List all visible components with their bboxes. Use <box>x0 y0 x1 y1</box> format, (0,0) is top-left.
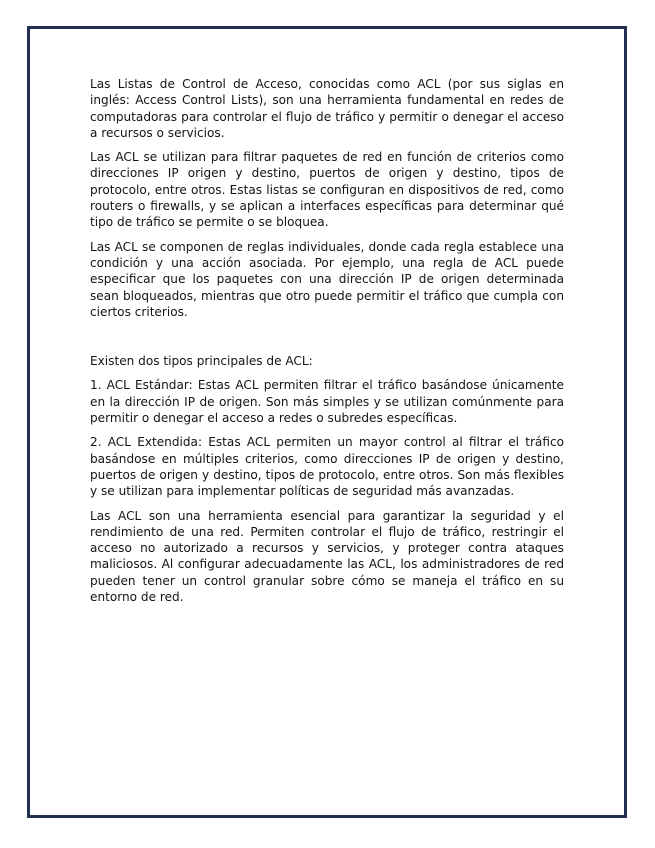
paragraph-extended-acl: 2. ACL Extendida: Estas ACL permiten un mayor control al filtrar el tráfico basándose en múltiples criterios, como direcciones IP de origen y destino, puertos de origen y destino, tipos de protocolo, entre otros. Son más flexibles y se utilizan para implementar políticas de seguridad más avanzadas. <box>90 435 564 499</box>
paragraph-usage: Las ACL se utilizan para filtrar paquetes de red en función de criterios como direcciones IP origen y destino, puertos de origen y destino, tipos de protocolo, entre otros. Estas listas se configuran en dispositivos de red, como routers o firewalls, y se aplican a interfaces específicas para determinar qué tipo de tráfico se permite o se bloquea. <box>90 150 564 230</box>
paragraph-types-heading: Existen dos tipos principales de ACL: <box>90 354 313 369</box>
paragraph-conclusion: Las ACL son una herramienta esencial para garantizar la seguridad y el rendimiento de una red. Permiten controlar el flujo de tráfico, restringir el acceso no autorizado a recursos y servicios, y proteger contra ataques maliciosos. Al configurar adecuadamente las ACL, los administradores de red pueden tener un control granular sobre cómo se maneja el tráfico en su entorno de red. <box>90 508 564 605</box>
paragraph-rules: Las ACL se componen de reglas individuales, donde cada regla establece una condición y una acción asociada. Por ejemplo, una regla de ACL puede especificar que los paquetes con una dirección IP de origen determinada sean bloqueados, mientras que otro puede permitir el tráfico que cumpla con ciertos criterios. <box>90 239 564 319</box>
paragraph-standard-acl: 1. ACL Estándar: Estas ACL permiten filtrar el tráfico basándose únicamente en la dirección IP de origen. Son más simples y se utilizan comúnmente para permitir o denegar el acceso a redes o subredes específicas. <box>90 378 564 426</box>
document-body <box>90 76 564 613</box>
paragraph-intro: Las Listas de Control de Acceso, conocidas como ACL (por sus siglas en inglés: Access Control Lists), son una herramienta fundamental en redes de computadoras para controlar el flujo de tráfico y permitir o denegar el acceso a recursos o servicios. <box>90 77 564 140</box>
